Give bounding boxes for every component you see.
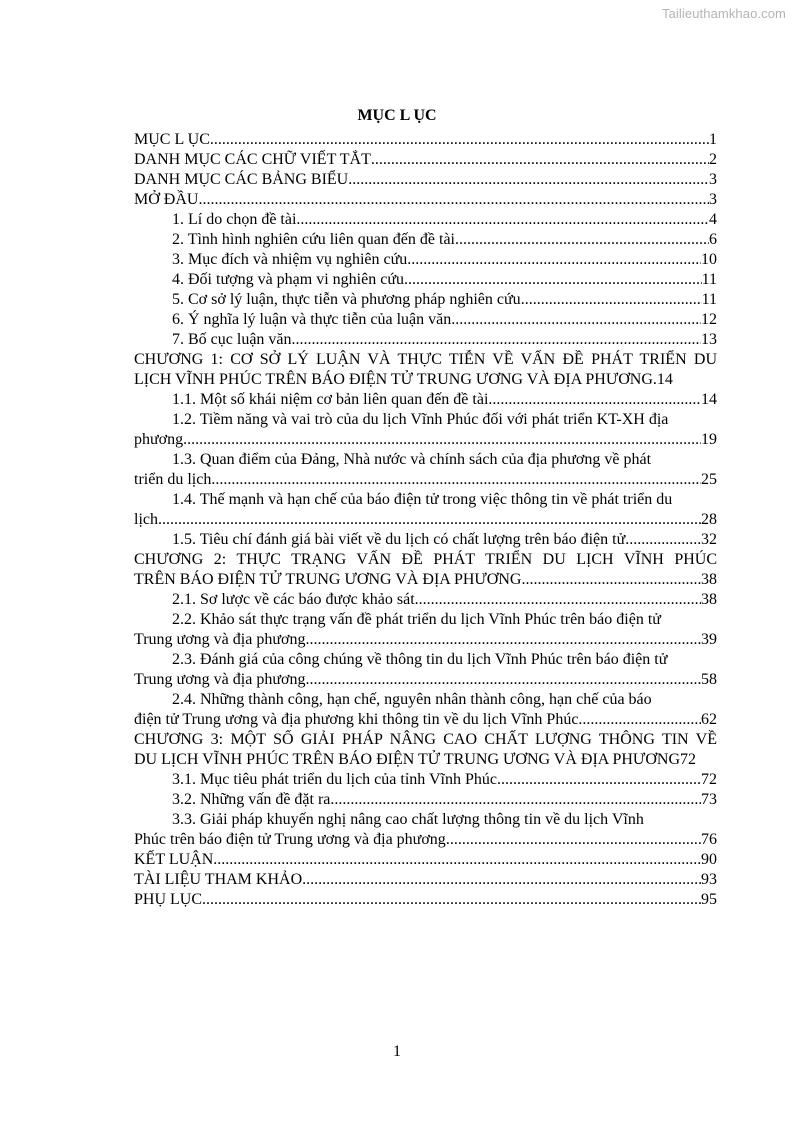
toc-entry-md2[interactable] bbox=[134, 230, 717, 250]
toc-entry-label-line1: 2.3. Đánh giá của công chúng về thông tin du lịch Vĩnh Phúc trên báo điện tử bbox=[172, 651, 668, 668]
leader-dots bbox=[292, 330, 701, 350]
toc-page-number: 38 bbox=[701, 571, 717, 588]
toc-entry-label: 1.5. Tiêu chí đánh giá bài viết về du lịch có chất lượng trên báo điện tử bbox=[172, 531, 626, 548]
toc-entry-label-line1: 1.4. Thế mạnh và hạn chế của báo điện tử trong việc thông tin về phát triển du bbox=[172, 491, 673, 508]
leader-dots bbox=[625, 530, 701, 550]
leader-dots bbox=[578, 710, 701, 730]
toc-page-number: 3 bbox=[709, 171, 717, 188]
toc-entry-2-4[interactable] bbox=[134, 690, 717, 730]
leader-dots bbox=[521, 290, 702, 310]
leader-dots bbox=[296, 210, 709, 230]
toc-entry-label-line2: phương bbox=[134, 431, 184, 448]
leader-dots bbox=[198, 190, 709, 210]
leader-dots bbox=[202, 890, 701, 910]
toc-entry-label: TÀI LIỆU THAM KHẢO bbox=[134, 871, 303, 888]
toc-page-number: 38 bbox=[701, 591, 717, 608]
leader-dots bbox=[407, 250, 701, 270]
toc-page-number: 93 bbox=[701, 871, 717, 888]
leader-dots bbox=[446, 830, 701, 850]
leader-dots bbox=[305, 630, 701, 650]
toc-entry-label: 3.1. Mục tiêu phát triển du lịch của tỉnh Vĩnh Phúc bbox=[172, 771, 497, 788]
leader-dots bbox=[415, 590, 701, 610]
toc-page-number: 14 bbox=[701, 391, 717, 408]
leader-dots bbox=[497, 770, 701, 790]
toc-entry-label-line1: CHƯƠNG 2: THỰC TRẠNG VẤN ĐỀ PHÁT TRIỂN DU LỊCH VĨNH PHÚC bbox=[134, 551, 717, 568]
toc-entry-2-3[interactable] bbox=[134, 650, 717, 690]
toc-entry-label-line1: 1.2. Tiềm năng và vai trò của du lịch Vĩnh Phúc đối với phát triển KT-XH địa bbox=[172, 411, 669, 428]
toc-entry-md4[interactable] bbox=[134, 270, 717, 290]
leader-dots bbox=[330, 790, 701, 810]
leader-dots bbox=[211, 470, 701, 490]
toc-entry-label: 3.2. Những vấn đề đặt ra bbox=[172, 791, 331, 808]
toc-entry-muc-luc[interactable] bbox=[134, 130, 717, 150]
toc-entry-phu-luc[interactable] bbox=[134, 890, 717, 910]
toc-page-number: 6 bbox=[709, 231, 717, 248]
toc-entry-3-2[interactable] bbox=[134, 790, 717, 810]
toc-entry-label-line1: CHƯƠNG 1: CƠ SỞ LÝ LUẬN VÀ THỰC TIỄN VỀ VẤN ĐỀ PHÁT TRIỂN DU bbox=[134, 351, 717, 368]
toc-page-number: 3 bbox=[709, 191, 717, 208]
leader-dots bbox=[348, 170, 709, 190]
toc-entry-md5[interactable] bbox=[134, 290, 717, 310]
toc-page-number: 2 bbox=[709, 151, 717, 168]
toc-page-number: 72 bbox=[680, 751, 696, 768]
toc-entry-md6[interactable] bbox=[134, 310, 717, 330]
toc-entry-label: DANH MỤC CÁC CHỮ VIẾT TẮT bbox=[134, 151, 371, 168]
toc-entry-label: 5. Cơ sở lý luận, thực tiễn và phương pháp nghiên cứu bbox=[172, 291, 521, 308]
toc-entry-label: 7. Bố cục luận văn bbox=[172, 331, 292, 348]
toc-entry-label-line2: triển du lịch bbox=[134, 471, 212, 488]
toc-entry-label: 3. Mục đích và nhiệm vụ nghiên cứu bbox=[172, 251, 408, 268]
leader-dots bbox=[371, 150, 709, 170]
leader-dots bbox=[183, 430, 701, 450]
toc-entry-1-5[interactable] bbox=[134, 530, 717, 550]
toc-entry-bang-bieu[interactable] bbox=[134, 170, 717, 190]
toc-page-number: 13 bbox=[701, 331, 717, 348]
toc-page-number: 11 bbox=[701, 291, 717, 308]
toc-page-number: 19 bbox=[701, 431, 717, 448]
toc-entry-label-line1: CHƯƠNG 3: MỘT SỐ GIẢI PHÁP NÂNG CAO CHẤT LƯỢNG THÔNG TIN VỀ bbox=[134, 731, 717, 748]
toc-page-number: 39 bbox=[701, 631, 717, 648]
toc-page-number: 14 bbox=[656, 371, 673, 388]
toc-entry-2-2[interactable] bbox=[134, 610, 717, 650]
toc-entry-label-line2: Phúc trên báo điện tử Trung ương và địa phương bbox=[134, 831, 446, 848]
toc-entry-label-line1: 1.3. Quan điểm của Đảng, Nhà nước và chính sách của địa phương về phát bbox=[172, 451, 652, 468]
toc-entry-1-4[interactable] bbox=[134, 490, 717, 530]
leader-dots bbox=[302, 870, 701, 890]
toc-page-number: 73 bbox=[701, 791, 717, 808]
toc-page-number: 11 bbox=[701, 271, 717, 288]
toc-entry-ket-luan[interactable] bbox=[134, 850, 717, 870]
toc-entry-label: DANH MỤC CÁC BẢNG BIỂU bbox=[134, 171, 349, 188]
toc-entry-1-3[interactable] bbox=[134, 450, 717, 490]
toc-entry-md1[interactable] bbox=[134, 210, 717, 230]
toc-entry-chapter-3[interactable] bbox=[134, 730, 717, 770]
leader-dots bbox=[305, 670, 701, 690]
leader-dots bbox=[521, 570, 701, 590]
toc-entry-label-line1: 2.2. Khảo sát thực trạng vấn đề phát triển du lịch Vĩnh Phúc trên báo điện tử bbox=[172, 611, 661, 628]
toc-entry-label: 6. Ý nghĩa lý luận và thực tiễn của luận văn bbox=[172, 311, 452, 328]
toc-entry-label-line2: DU LỊCH VĨNH PHÚC TRÊN BÁO ĐIỆN TỬ TRUNG ƯƠNG VÀ ĐỊA PHƯƠNG bbox=[134, 751, 680, 768]
leader-dots bbox=[488, 390, 701, 410]
toc-page-number: 76 bbox=[701, 831, 717, 848]
toc-entry-1-1[interactable] bbox=[134, 390, 717, 410]
toc-entry-label-line2: TRÊN BÁO ĐIỆN TỬ TRUNG ƯƠNG VÀ ĐỊA PHƯƠNG bbox=[134, 571, 522, 588]
leader-dots bbox=[158, 510, 701, 530]
toc-page-number: 95 bbox=[701, 891, 717, 908]
toc-entry-tai-lieu[interactable] bbox=[134, 870, 717, 890]
toc-page-number: 62 bbox=[701, 711, 717, 728]
toc-entry-label: PHỤ LỤC bbox=[134, 891, 203, 908]
toc-entry-label: 4. Đối tượng và phạm vi nghiên cứu bbox=[172, 271, 404, 288]
toc-page-number: 12 bbox=[701, 311, 717, 328]
leader-dots bbox=[213, 850, 701, 870]
toc-entry-label-line2: lịch bbox=[134, 511, 158, 528]
toc-entry-label: KẾT LUẬN bbox=[134, 851, 214, 868]
page-number: 1 bbox=[393, 1043, 401, 1060]
toc-entry-label: 2. Tình hình nghiên cứu liên quan đến đề tài bbox=[172, 231, 455, 248]
toc-page-number: 1 bbox=[709, 131, 717, 148]
leader-dots bbox=[455, 230, 709, 250]
toc-entry-md7[interactable] bbox=[134, 330, 717, 350]
toc-entry-3-1[interactable] bbox=[134, 770, 717, 790]
watermark: Tailieuthamkhao.com bbox=[661, 6, 786, 21]
toc-entry-label-line2: LỊCH VĨNH PHÚC TRÊN BÁO ĐIỆN TỬ TRUNG ƯƠNG VÀ ĐỊA PHƯƠNG. bbox=[134, 371, 657, 388]
toc-page-number: 58 bbox=[701, 671, 717, 688]
toc-page-number: 10 bbox=[701, 251, 717, 268]
toc-entry-viet-tat[interactable] bbox=[134, 150, 717, 170]
toc-entry-label: 1.1. Một số khái niệm cơ bản liên quan đến đề tài bbox=[172, 391, 489, 408]
toc-entry-1-2[interactable] bbox=[134, 410, 717, 450]
toc-page-number: 28 bbox=[701, 511, 717, 528]
page-title: MỤC L ỤC bbox=[357, 107, 437, 124]
leader-dots bbox=[210, 130, 709, 150]
leader-dots bbox=[404, 270, 702, 290]
toc-entry-label: MỤC L ỤC bbox=[134, 131, 210, 148]
toc-entry-chapter-1[interactable] bbox=[134, 350, 717, 390]
toc-entry-3-3[interactable] bbox=[134, 810, 717, 850]
toc-entry-label-line1: 2.4. Những thành công, hạn chế, nguyên nhân thành công, hạn chế của báo bbox=[172, 691, 652, 708]
toc-entry-chapter-2[interactable] bbox=[134, 550, 717, 590]
toc-entry-label: MỞ ĐẦU bbox=[134, 191, 199, 208]
toc-entry-label: 1. Lí do chọn đề tài bbox=[172, 211, 297, 228]
toc-page-number: 72 bbox=[701, 771, 717, 788]
toc-page-number: 32 bbox=[701, 531, 717, 548]
toc-page-number: 90 bbox=[701, 851, 717, 868]
toc-entry-label-line2: Trung ương và địa phương bbox=[134, 671, 306, 688]
toc-page-number: 4 bbox=[709, 211, 717, 228]
leader-dots bbox=[451, 310, 701, 330]
toc-entry-2-1[interactable] bbox=[134, 590, 717, 610]
toc-entry-mo-dau[interactable] bbox=[134, 190, 717, 210]
toc-entry-label: 2.1. Sơ lược về các báo được khảo sát bbox=[172, 591, 415, 608]
toc-entry-label-line1: 3.3. Giải pháp khuyến nghị nâng cao chất lượng thông tin về du lịch Vĩnh bbox=[172, 811, 644, 828]
toc-entry-md3[interactable] bbox=[134, 250, 717, 270]
table-of-contents bbox=[134, 130, 717, 910]
toc-entry-label-line2: điện tử Trung ương và địa phương khi thông tin về du lịch Vĩnh Phúc bbox=[134, 711, 579, 728]
toc-page-number: 25 bbox=[701, 471, 717, 488]
toc-entry-label-line2: Trung ương và địa phương bbox=[134, 631, 306, 648]
